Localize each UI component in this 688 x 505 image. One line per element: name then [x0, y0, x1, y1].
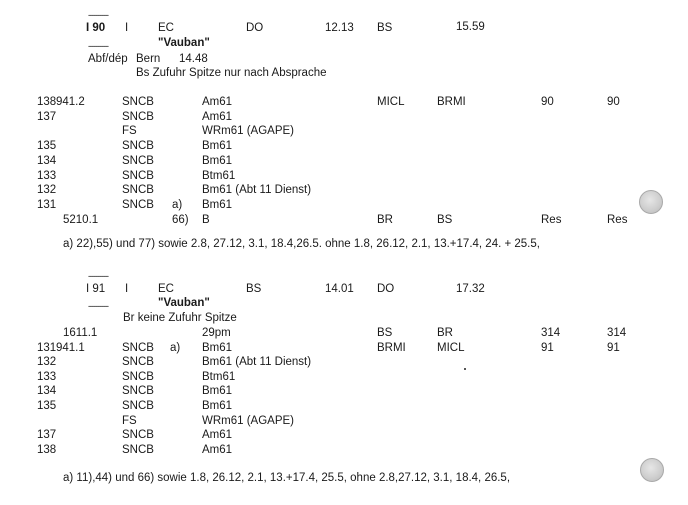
train1-row-6-railway: SNCB	[122, 169, 154, 182]
train2-note: Br keine Zufuhr Spitze	[123, 312, 237, 324]
train2-row-5-position: 134	[37, 385, 57, 398]
train1-row-9-from-station: BR	[377, 213, 393, 226]
train2-footnote: a) 11),44) und 66) sowie 1.8, 26.12, 2.1, 13.+17.4, 25.5, ohne 2.8,27.12, 3.1, 18.4, 26.5,	[63, 472, 511, 484]
train2-row-2-position: 131	[37, 341, 57, 354]
train1-row-4-position: 135	[37, 140, 57, 153]
train2-row-3-railway: SNCB	[122, 356, 154, 369]
train2-row-2-coach-type: Bm61	[202, 341, 233, 354]
train2-row-2-number-2: 91	[607, 341, 620, 354]
train1-row-9-extra-number: 5210.1	[63, 213, 99, 226]
train2-number: I 91	[86, 283, 106, 295]
train1-row-1-from-station: MICL	[377, 96, 405, 108]
train1-row-7-railway: SNCB	[122, 184, 154, 197]
train1-dep-time: 15.59	[456, 21, 485, 33]
train2-row-6-railway: SNCB	[122, 400, 154, 412]
train1-abf-station: Bern	[136, 53, 161, 65]
train2-time1: 14.01	[325, 283, 354, 295]
train1-footnote: a) 22),55) und 77) sowie 2.8, 27.12, 3.1, 18.4,26.5. ohne 1.8, 26.12, 2.1, 13.+17.4, 24. + 25.5,	[63, 238, 540, 250]
train2-dash-name: ----------	[88, 301, 108, 311]
train2-row-4-railway: SNCB	[122, 370, 154, 383]
train1-row-4-coach-type: Bm61	[202, 140, 233, 153]
train2-row-5-coach-type: Bm61	[202, 385, 233, 398]
train2-row-4-coach-type: Btm61	[202, 370, 236, 383]
train2-row-8-position: 137	[37, 429, 57, 442]
train1-row-7-position: 132	[37, 184, 57, 197]
train2-category: EC	[158, 283, 174, 295]
train2-row-2-footnote-flag: a)	[170, 341, 181, 354]
train1-arr-time: 12.13	[325, 22, 354, 34]
train1-row-6-coach-type: Btm61	[202, 169, 236, 182]
train1-abf-time: 14.48	[179, 53, 208, 65]
train1-row-1-number-2: 90	[607, 96, 620, 108]
train1-row-3-railway: FS	[122, 125, 137, 138]
train2-row-6-position: 135	[37, 400, 57, 412]
train1-name: "Vauban"	[158, 37, 210, 49]
train2-row-8-railway: SNCB	[122, 429, 154, 442]
train1-row-1-position: 138	[37, 96, 57, 108]
train2-row-2-to-station: MICL	[437, 341, 465, 354]
train2-row-1-number-2: 314	[607, 327, 627, 339]
train1-row-1-extra-number: 941.2	[56, 96, 85, 108]
train1-row-8-railway: SNCB	[122, 198, 154, 211]
train1-row-8-coach-type: Bm61	[202, 198, 233, 211]
train1-row-2-position: 137	[37, 110, 57, 123]
train2-row-1-extra-number: 1611.1	[63, 327, 98, 339]
punch-hole-top	[639, 190, 663, 214]
train2-row-2-number-1: 91	[541, 341, 554, 354]
train1-row-9-number-2: Res	[607, 213, 628, 226]
train1-row-5-position: 134	[37, 154, 57, 167]
train2-row-4-position: 133	[37, 370, 57, 383]
train1-row-9-number-1: Res	[541, 213, 562, 226]
speck	[464, 368, 466, 370]
train1-number: I 90	[86, 22, 106, 34]
train2-row-1-to-station: BR	[437, 327, 453, 339]
train1-class: I	[125, 22, 129, 34]
train2-name: "Vauban"	[158, 297, 210, 309]
train2-row-1-number-1: 314	[541, 327, 561, 339]
train2-row-5-railway: SNCB	[122, 385, 154, 398]
punch-hole-bottom	[640, 458, 664, 482]
train2-row-6-coach-type: Bm61	[202, 400, 233, 412]
train1-row-1-number-1: 90	[541, 96, 554, 108]
train2-time2: 17.32	[456, 283, 485, 295]
train1-row-5-coach-type: Bm61	[202, 154, 233, 167]
train2-row-3-coach-type: Bm61 (Abt 11 Dienst)	[202, 356, 312, 369]
train2-row-9-railway: SNCB	[122, 443, 154, 456]
train2-dash-top: ----------	[88, 271, 108, 281]
train2-row-2-railway: SNCB	[122, 341, 154, 354]
train1-row-9-to-station: BS	[437, 213, 453, 226]
train1-dash-top: ----------	[88, 10, 108, 20]
train1-abf-label: Abf/dép	[88, 53, 128, 65]
train2-row-1-from-station: BS	[377, 327, 393, 339]
train2-row-2-extra-number: 941.1	[56, 341, 85, 354]
train1-to: DO	[246, 22, 264, 34]
train1-row-2-coach-type: Am61	[202, 110, 233, 123]
train1-row-1-railway: SNCB	[122, 96, 154, 108]
train2-row-3-position: 132	[37, 356, 57, 369]
train2-row-7-railway: FS	[122, 414, 137, 427]
train1-row-6-position: 133	[37, 169, 57, 182]
train2-to-station: DO	[377, 283, 395, 295]
train2-row-7-coach-type: WRm61 (AGAPE)	[202, 414, 295, 427]
train1-row-8-position: 131	[37, 198, 57, 211]
train1-row-1-to-station: BRMI	[437, 96, 466, 108]
train2-row-8-coach-type: Am61	[202, 429, 233, 442]
train2-class: I	[125, 283, 129, 295]
train1-category: EC	[158, 22, 174, 34]
train1-row-4-railway: SNCB	[122, 140, 154, 153]
train2-row-9-position: 138	[37, 443, 57, 456]
train1-row-9-coach-type: B	[202, 213, 210, 226]
train1-row-3-coach-type: WRm61 (AGAPE)	[202, 125, 295, 138]
train1-row-2-railway: SNCB	[122, 110, 154, 123]
train2-row-1-coach-type: 29pm	[202, 327, 231, 339]
train1-row-1-coach-type: Am61	[202, 96, 233, 108]
train1-note: Bs Zufuhr Spitze nur nach Absprache	[136, 67, 327, 79]
train1-dash-name: ----------	[88, 41, 108, 51]
train1-row-8-footnote-flag: a)	[172, 198, 183, 211]
train2-row-9-coach-type: Am61	[202, 443, 233, 456]
train1-row-7-coach-type: Bm61 (Abt 11 Dienst)	[202, 184, 312, 197]
train2-from-station: BS	[246, 283, 262, 295]
train1-from: BS	[377, 22, 393, 34]
train2-row-2-from-station: BRMI	[377, 341, 406, 354]
train1-row-9-footnote-flag: 66)	[172, 213, 189, 226]
train1-row-5-railway: SNCB	[122, 154, 154, 167]
